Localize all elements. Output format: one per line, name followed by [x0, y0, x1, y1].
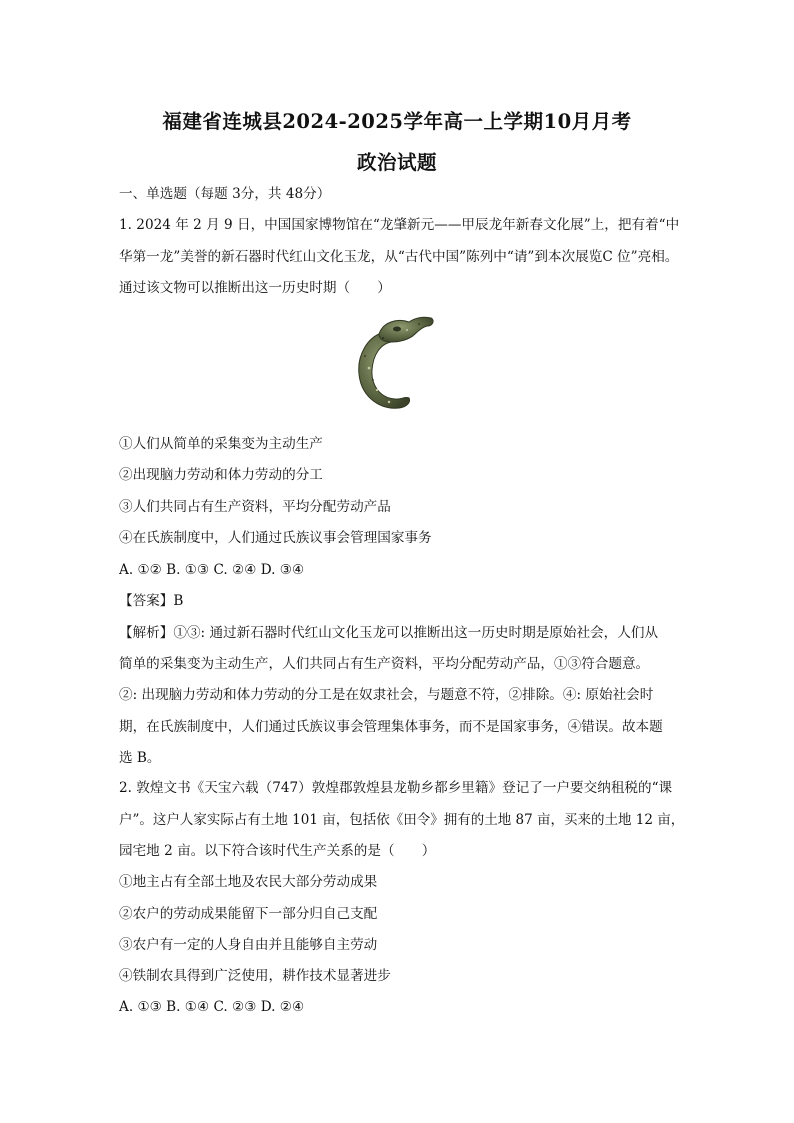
- q1-option: ①人们从简单的采集变为主动生产: [119, 436, 323, 452]
- q1-analysis-line: 【解析】①③: 通过新石器时代红山文化玉龙可以推断出这一历史时期是原始社会，人们从: [119, 625, 659, 641]
- q1-answer: 【答案】B: [119, 593, 184, 609]
- jade-dragon-figure: [349, 312, 441, 416]
- q1-stem-line: 华第一龙”美誉的新石器时代红山文化玉龙，从“古代中国”陈列中“请”到本次展览C 位”亮相。: [119, 249, 679, 265]
- q1-analysis-line: 期，在氏族制度中，人们通过氏族议事会管理集体事务，而不是国家事务，④错误。故本题: [119, 719, 663, 735]
- q2-option: ②农户的劳动成果能留下一部分归自己支配: [119, 906, 378, 922]
- q1-option: ②出现脑力劳动和体力劳动的分工: [119, 467, 323, 483]
- q1-analysis-line: 选 B。: [119, 750, 161, 766]
- document-title: 福建省连城县2024-2025学年高一上学期10月月考: [162, 110, 632, 133]
- q2-choices: A. ①③ B. ①④ C. ②③ D. ②④: [119, 999, 305, 1015]
- q1-choices: A. ①② B. ①③ C. ②④ D. ③④: [119, 562, 305, 578]
- q2-option: ④铁制农具得到广泛使用，耕作技术显著进步: [119, 968, 391, 984]
- q1-option: ③人们共同占有生产资料，平均分配劳动产品: [119, 499, 391, 515]
- q2-stem-line: 园宅地 2 亩。以下符合该时代生产关系的是（ ）: [119, 843, 436, 859]
- q1-stem-line: 通过该文物可以推断出这一历史时期（ ）: [119, 280, 391, 296]
- q1-option: ④在氏族制度中，人们通过氏族议事会管理国家事务: [119, 530, 432, 546]
- section-heading: 一、单选题（每题 3分，共 48分）: [119, 186, 331, 202]
- q2-option: ③农户有一定的人身自由并且能够自主劳动: [119, 937, 378, 953]
- q2-stem-line: 户”。这户人家实际占有土地 101 亩，包括依《田令》拥有的土地 87 亩，买来的土地 12 亩，: [119, 812, 685, 828]
- document-subtitle: 政治试题: [356, 151, 437, 174]
- jade-dragon-image: [349, 312, 441, 416]
- q1-analysis-line: ②: 出现脑力劳动和体力劳动的分工是在奴隶社会，与题意不符，②排除。④: 原始社会时: [119, 687, 654, 703]
- q2-option: ①地主占有全部土地及农民大部分劳动成果: [119, 874, 378, 890]
- q2-stem-line: 2. 敦煌文书《天宝六载（747）敦煌郡敦煌县龙勒乡都乡里籍》登记了一户要交纳租税的“课: [119, 780, 673, 796]
- q1-stem-line: 1. 2024 年 2 月 9 日，中国国家博物馆在“龙肇新元——甲辰龙年新春文化展”上，把有着“中: [119, 217, 680, 233]
- q1-analysis-line: 简单的采集变为主动生产，人们共同占有生产资料，平均分配劳动产品，①③符合题意。: [119, 656, 650, 672]
